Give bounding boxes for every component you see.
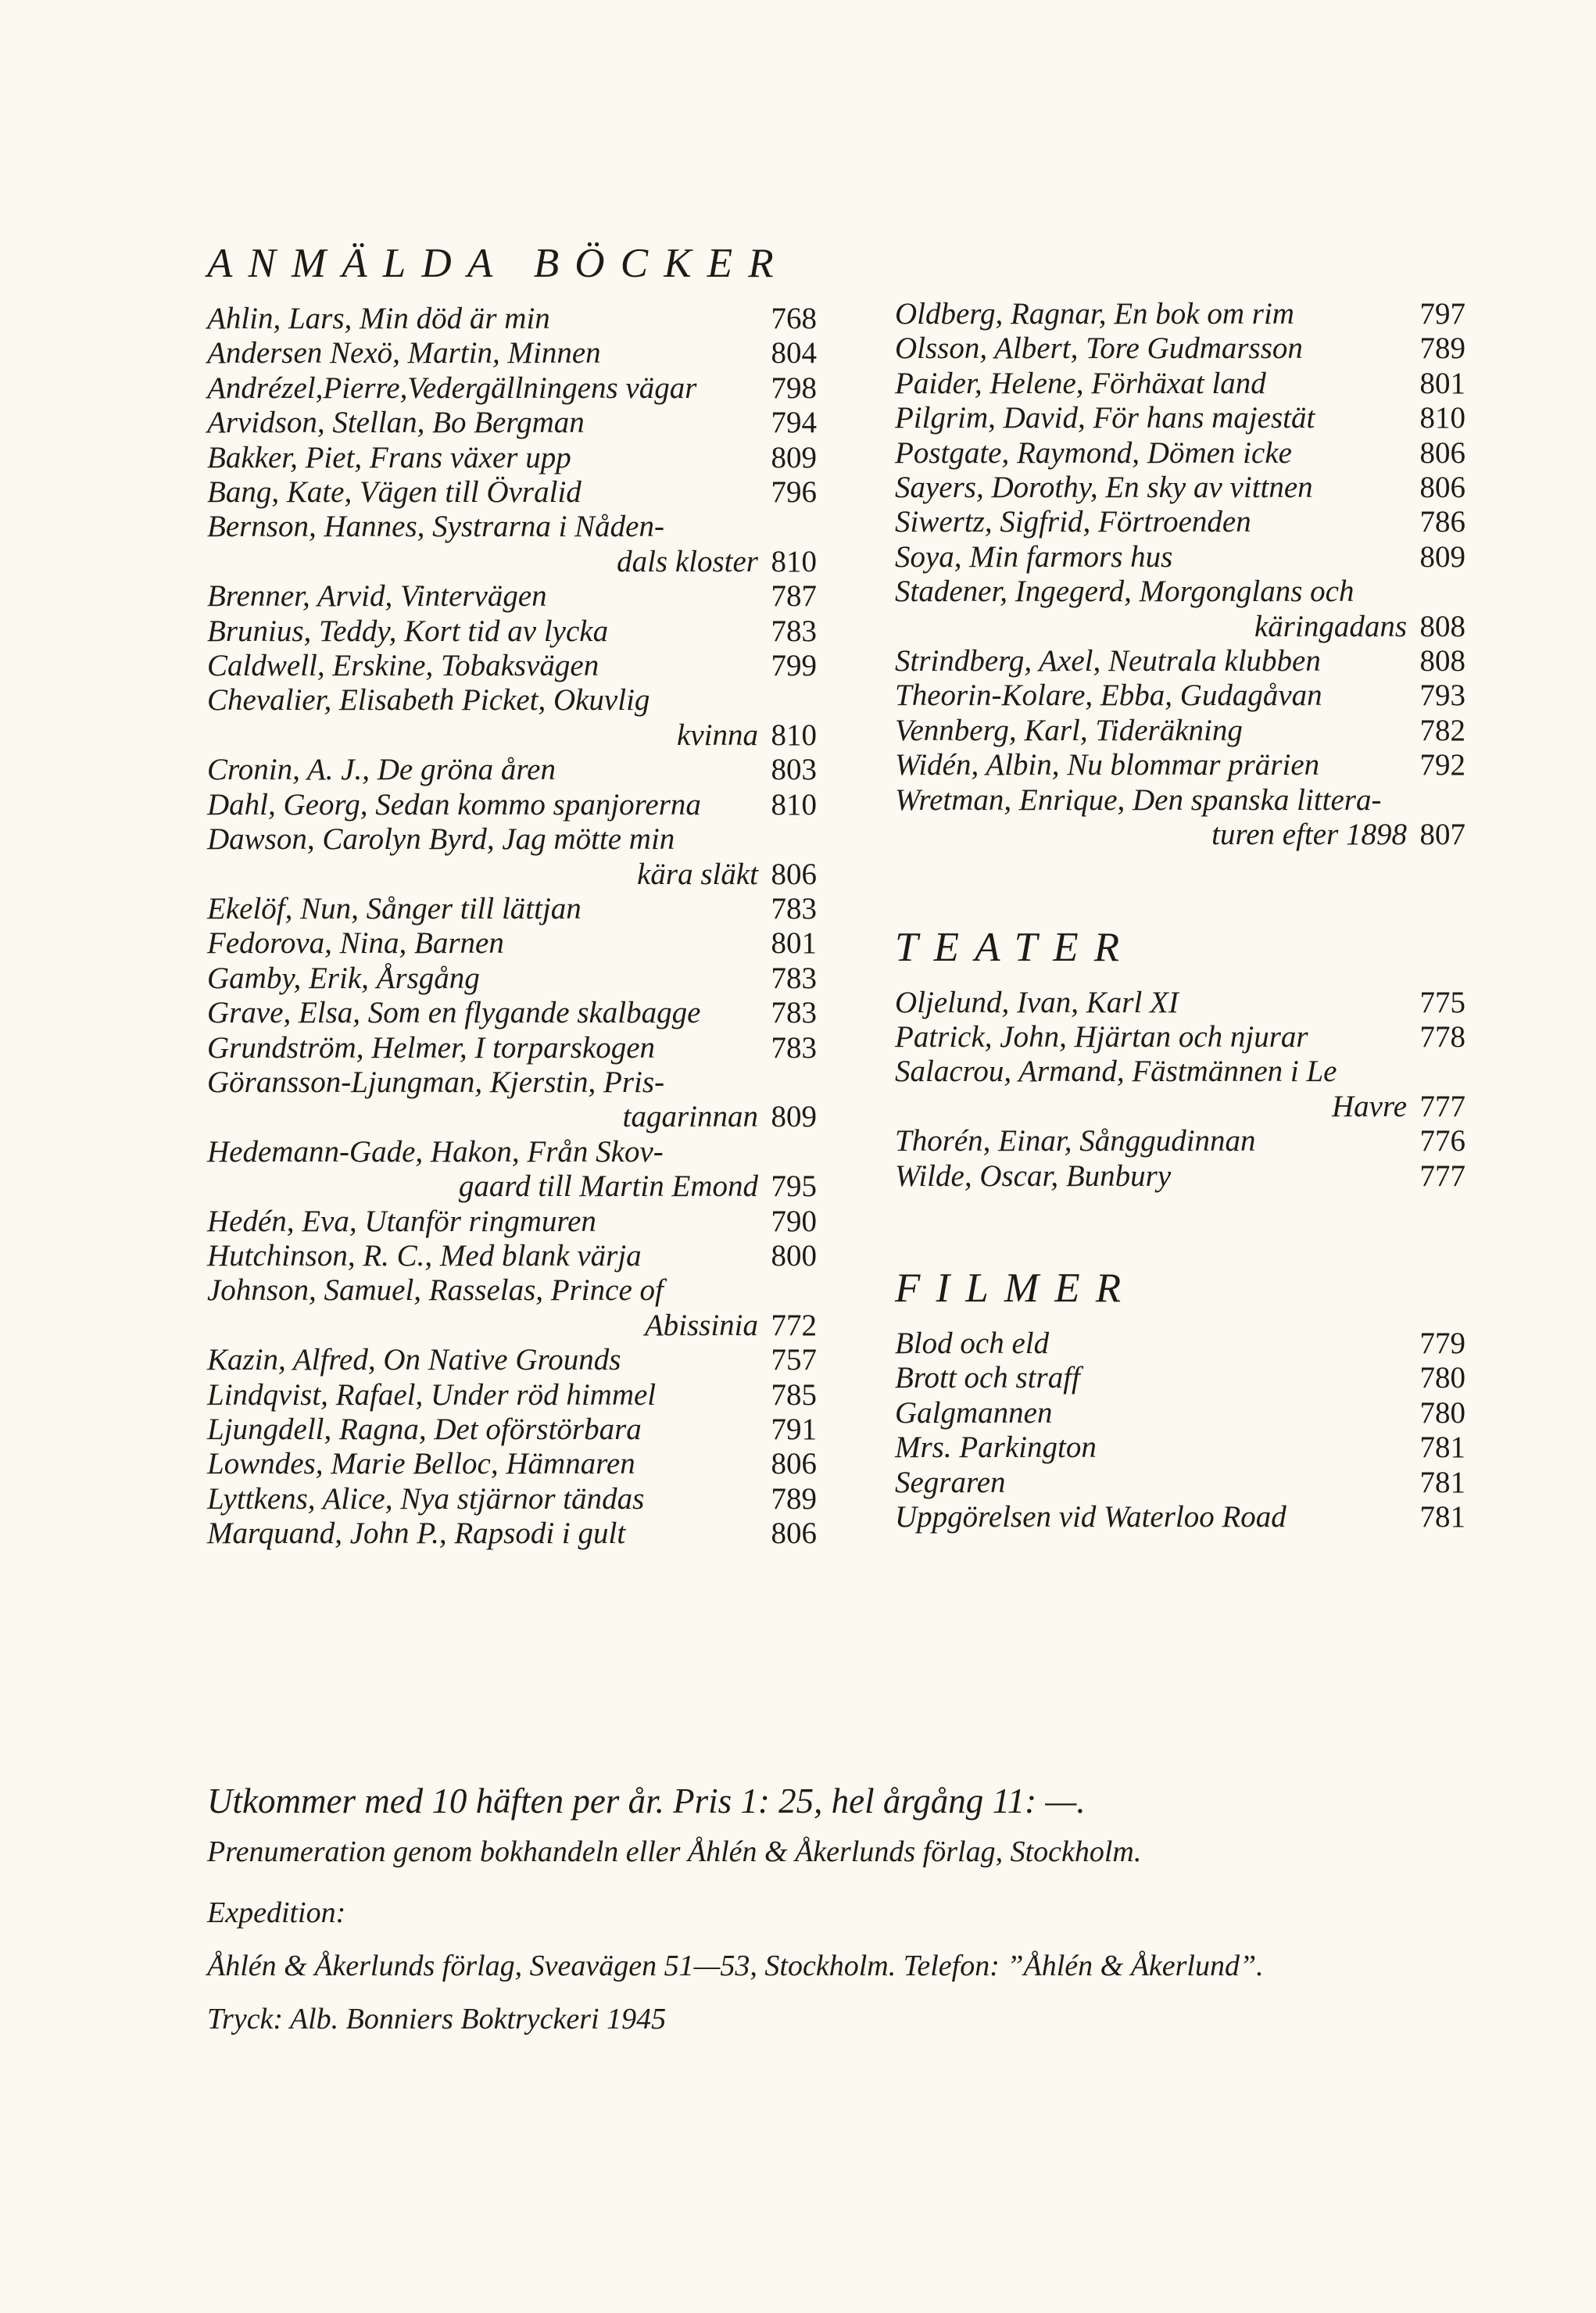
entry-title xyxy=(895,331,1407,366)
index-entry xyxy=(207,1482,817,1516)
entry-title-line: Johnson, Samuel, Rasselas, Prince of xyxy=(207,1273,664,1308)
entry-title xyxy=(207,475,758,510)
index-entry xyxy=(895,367,1465,401)
entry-title-line: Wretman, Enrique, Den spanska littera- xyxy=(895,782,1382,817)
page-number: 808 xyxy=(1419,644,1465,679)
entry-title xyxy=(895,1327,1407,1361)
entry-title-line: Postgate, Raymond, Dömen icke xyxy=(895,435,1292,470)
entry-title-line: Strindberg, Axel, Neutrala klubben xyxy=(895,644,1321,679)
entry-title-line: Soya, Min farmors hus xyxy=(895,539,1173,574)
entry-title-line: Vennberg, Karl, Tideräkning xyxy=(895,713,1243,747)
entry-title-line: Lowndes, Marie Belloc, Hämnaren xyxy=(207,1447,635,1481)
index-entry xyxy=(895,644,1465,679)
entry-title-line: Ahlin, Lars, Min död är min xyxy=(207,302,550,335)
printer-info: Tryck: Alb. Bonniers Boktryckeri 1945 xyxy=(207,2003,667,2036)
entry-title-line: Marquand, John P., Rapsodi i gult xyxy=(207,1516,626,1551)
entry-title-line: Andrézel,Pierre,Vedergällningens vägar xyxy=(207,371,697,405)
issue-info: Utkommer med 10 häften per år. Pris 1: 25, hel årgång 11: —. xyxy=(207,1781,1086,1821)
entry-title xyxy=(895,297,1407,331)
index-entry xyxy=(207,961,817,996)
entry-title-line: Grundström, Helmer, I torparskogen xyxy=(207,1030,656,1065)
entry-title-continuation: käringadans xyxy=(1254,609,1407,643)
entry-title-line: Hedén, Eva, Utanför ringmuren xyxy=(207,1204,596,1238)
page-number: 809 xyxy=(771,1100,817,1134)
entry-title xyxy=(207,753,758,787)
index-entry xyxy=(207,753,817,787)
entry-title-line: Thorén, Einar, Sånggudinnan xyxy=(895,1124,1256,1158)
expedition-label: Expedition: xyxy=(207,1896,346,1929)
entry-title xyxy=(207,1135,758,1205)
entry-title xyxy=(207,1516,758,1551)
index-entry xyxy=(895,1054,1465,1124)
entry-title xyxy=(207,302,758,336)
entry-title xyxy=(895,540,1407,575)
index-entry xyxy=(207,1205,817,1239)
entry-title-line: Kazin, Alfred, On Native Grounds xyxy=(207,1343,621,1377)
entry-title-line: Patrick, John, Hjärtan och njurar xyxy=(895,1019,1308,1054)
page-number: 772 xyxy=(771,1308,817,1342)
entry-title-line: Widén, Albin, Nu blommar prärien xyxy=(895,748,1320,782)
entry-title-line: Segraren xyxy=(895,1465,1006,1499)
entry-title-line: Hedemann-Gade, Hakon, Från Skov- xyxy=(207,1134,664,1169)
index-entry xyxy=(207,1273,817,1343)
entry-title xyxy=(895,436,1407,471)
index-entry xyxy=(895,1124,1465,1158)
entry-title xyxy=(207,892,758,926)
entry-title xyxy=(207,1065,758,1135)
entry-title-continuation: kära släkt xyxy=(637,857,758,891)
page-number: 781 xyxy=(1419,1430,1465,1465)
index-entry xyxy=(207,683,817,753)
entry-title xyxy=(895,679,1407,713)
entry-title-line: Oldberg, Ragnar, En bok om rim xyxy=(895,297,1294,331)
page-number: 782 xyxy=(1419,713,1465,747)
entry-title-line: Wilde, Oscar, Bunbury xyxy=(895,1158,1172,1193)
entry-title xyxy=(895,575,1407,644)
index-entry xyxy=(895,505,1465,539)
entry-title-continuation: Abissinia xyxy=(644,1308,758,1342)
page-number: 786 xyxy=(1419,505,1465,539)
page-number: 799 xyxy=(771,649,817,683)
page-number: 792 xyxy=(1419,748,1465,782)
colophon xyxy=(207,1776,1497,2039)
entry-title xyxy=(895,644,1407,679)
page-number: 810 xyxy=(771,544,817,578)
entry-title xyxy=(895,1500,1407,1534)
entry-title-line: Theorin-Kolare, Ebba, Gudagåvan xyxy=(895,679,1322,713)
entry-title-line: Grave, Elsa, Som en flygande skalbagge xyxy=(207,996,701,1030)
entry-title xyxy=(895,505,1407,539)
index-entry xyxy=(895,1430,1465,1465)
entry-title-line: Paider, Helene, Förhäxat land xyxy=(895,366,1266,400)
index-entry xyxy=(895,1466,1465,1500)
entry-title xyxy=(895,471,1407,505)
index-entry xyxy=(207,406,817,440)
books-list-right xyxy=(895,297,1465,853)
entry-title-line: Arvidson, Stellan, Bo Bergman xyxy=(207,406,585,440)
index-entry xyxy=(207,1343,817,1377)
entry-title xyxy=(895,1054,1407,1124)
entry-title-line: Dawson, Carolyn Byrd, Jag mötte min xyxy=(207,822,675,857)
page-number: 810 xyxy=(1419,401,1465,435)
index-entry xyxy=(207,579,817,614)
books-column-left xyxy=(207,236,817,1552)
page-number: 757 xyxy=(771,1343,817,1377)
index-entry xyxy=(207,1239,817,1273)
page-number: 793 xyxy=(1419,679,1465,713)
entry-title xyxy=(207,336,758,371)
entry-title-line: Bakker, Piet, Frans växer upp xyxy=(207,440,571,474)
index-entry xyxy=(895,297,1465,331)
page-number: 800 xyxy=(771,1238,817,1273)
index-entry xyxy=(207,1135,817,1205)
entry-title xyxy=(895,748,1407,782)
entry-title-line: Ekelöf, Nun, Sånger till lättjan xyxy=(207,891,582,926)
page-number: 776 xyxy=(1419,1124,1465,1158)
page-number: 810 xyxy=(771,787,817,822)
entry-title-line: Siwertz, Sigfrid, Förtroenden xyxy=(895,505,1251,539)
index-entry xyxy=(895,401,1465,435)
subscription-info: Prenumeration genom bokhandeln eller Åhlén & Åkerlunds förlag, Stockholm. xyxy=(207,1835,1142,1868)
page-number: 804 xyxy=(771,336,817,371)
entry-title-line: Bernson, Hannes, Systrarna i Nåden- xyxy=(207,510,664,544)
page-number: 789 xyxy=(771,1481,817,1516)
page-number: 806 xyxy=(1419,471,1465,505)
entry-title-line: Oljelund, Ivan, Karl XI xyxy=(895,985,1179,1019)
entry-title-continuation: dals kloster xyxy=(617,544,758,578)
page-number: 781 xyxy=(1419,1465,1465,1499)
theater-heading: TEATER xyxy=(895,924,1136,970)
page-number: 775 xyxy=(1419,985,1465,1019)
entry-title-line: Lyttkens, Alice, Nya stjärnor tändas xyxy=(207,1481,645,1516)
index-entry xyxy=(895,1159,1465,1194)
entry-title xyxy=(895,367,1407,401)
books-heading: ANMÄLDA BÖCKER xyxy=(207,241,789,286)
entry-title-line: Blod och eld xyxy=(895,1326,1050,1360)
page-number: 783 xyxy=(771,1030,817,1065)
entry-title-line: Brott och straff xyxy=(895,1361,1080,1395)
entry-title-line: Salacrou, Armand, Fästmännen i Le xyxy=(895,1054,1337,1089)
index-entry xyxy=(895,1361,1465,1395)
entry-title-line: Brenner, Arvid, Vintervägen xyxy=(207,579,547,614)
entry-title xyxy=(207,510,758,579)
index-entry xyxy=(207,371,817,406)
entry-title-line: Pilgrim, David, För hans majestät xyxy=(895,401,1315,435)
index-entry xyxy=(207,1413,817,1447)
index-entry xyxy=(895,783,1465,853)
entry-title xyxy=(207,1239,758,1273)
page-number: 778 xyxy=(1419,1019,1465,1054)
page-number: 783 xyxy=(771,891,817,926)
index-entry xyxy=(895,1327,1465,1361)
page-number: 789 xyxy=(1419,331,1465,366)
entry-title xyxy=(207,1413,758,1447)
page-number: 806 xyxy=(771,1516,817,1551)
entry-title xyxy=(207,649,758,683)
index-entry xyxy=(895,331,1465,366)
index-entry xyxy=(895,679,1465,713)
index-entry xyxy=(207,475,817,510)
index-entry xyxy=(207,510,817,579)
page-number: 809 xyxy=(1419,539,1465,574)
index-entry xyxy=(895,540,1465,575)
entry-title xyxy=(207,406,758,440)
entry-title-line: Cronin, A. J., De gröna åren xyxy=(207,753,556,787)
index-entry xyxy=(895,471,1465,505)
index-entry xyxy=(207,996,817,1030)
entry-title xyxy=(207,1343,758,1377)
index-entry xyxy=(207,1065,817,1135)
index-entry xyxy=(895,748,1465,782)
index-entry xyxy=(207,1516,817,1551)
index-entry xyxy=(895,1396,1465,1430)
page-number: 780 xyxy=(1419,1361,1465,1395)
entry-title-line: Stadener, Ingegerd, Morgonglans och xyxy=(895,575,1354,609)
page-number: 768 xyxy=(771,302,817,335)
page-number: 785 xyxy=(771,1377,817,1412)
entry-title-continuation: kvinna xyxy=(677,718,758,752)
entry-title xyxy=(207,1031,758,1065)
index-entry xyxy=(895,986,1465,1020)
entry-title xyxy=(895,1396,1407,1430)
page-number: 787 xyxy=(771,579,817,614)
entry-title xyxy=(895,1361,1407,1395)
index-entry xyxy=(207,614,817,649)
index-entry xyxy=(207,788,817,822)
entry-title-line: Chevalier, Elisabeth Picket, Okuvlig xyxy=(207,683,650,718)
entry-title-continuation: tagarinnan xyxy=(622,1100,758,1134)
entry-title xyxy=(207,996,758,1030)
index-entry xyxy=(207,1378,817,1413)
index-entry xyxy=(895,575,1465,644)
index-entry xyxy=(207,1031,817,1065)
page-number: 777 xyxy=(1419,1158,1465,1193)
entry-title xyxy=(207,1273,758,1343)
entry-title xyxy=(207,441,758,475)
entry-title-line: Sayers, Dorothy, En sky av vittnen xyxy=(895,471,1313,505)
entry-title-line: Andersen Nexö, Martin, Minnen xyxy=(207,336,601,371)
entry-title-line: Bang, Kate, Vägen till Övralid xyxy=(207,475,582,510)
entry-title xyxy=(895,401,1407,435)
page-number: 803 xyxy=(771,753,817,787)
entry-title xyxy=(207,1447,758,1481)
index-entry xyxy=(895,1500,1465,1534)
index-entry xyxy=(207,1447,817,1481)
entry-title-line: Gamby, Erik, Årsgång xyxy=(207,961,480,995)
entry-title xyxy=(207,788,758,822)
entry-title-continuation: turen efter 1898 xyxy=(1211,818,1407,852)
entry-title-line: Ljungdell, Ragna, Det oförstörbara xyxy=(207,1413,642,1446)
entry-title-line: Mrs. Parkington xyxy=(895,1430,1097,1465)
page-number: 791 xyxy=(771,1413,817,1446)
entry-title-continuation: gaard till Martin Emond xyxy=(458,1169,758,1204)
page-number: 801 xyxy=(1419,366,1465,400)
expedition-address: Åhlén & Åkerlunds förlag, Sveavägen 51—53, Stockholm. Telefon: ”Åhlén & Åkerlund”. xyxy=(207,1950,1264,1982)
entry-title-line: Dahl, Georg, Sedan kommo spanjorerna xyxy=(207,787,701,822)
entry-title xyxy=(207,926,758,961)
films-heading: FILMER xyxy=(895,1265,1137,1311)
entry-title-continuation: Havre xyxy=(1331,1089,1407,1123)
entry-title xyxy=(207,579,758,614)
index-entry xyxy=(207,892,817,926)
entry-title-line: Brunius, Teddy, Kort tid av lycka xyxy=(207,614,609,648)
entry-title xyxy=(895,1466,1407,1500)
entry-title-line: Galgmannen xyxy=(895,1395,1053,1430)
entry-title xyxy=(207,614,758,649)
books-list-left xyxy=(207,302,817,1552)
entry-title xyxy=(207,371,758,406)
page-number: 808 xyxy=(1419,609,1465,643)
page-number: 797 xyxy=(1419,297,1465,331)
entry-title xyxy=(207,683,758,753)
entry-title xyxy=(895,714,1407,748)
index-entry xyxy=(207,336,817,371)
entry-title-line: Olsson, Albert, Tore Gudmarsson xyxy=(895,331,1303,366)
page-number: 798 xyxy=(771,371,817,405)
entry-title xyxy=(895,1159,1407,1194)
page-number: 794 xyxy=(771,406,817,440)
entry-title xyxy=(207,961,758,996)
index-entry xyxy=(207,822,817,892)
index-entry xyxy=(207,649,817,683)
entry-title xyxy=(207,1482,758,1516)
page-number: 806 xyxy=(771,857,817,891)
page-number: 783 xyxy=(771,614,817,648)
entry-title-line: Uppgörelsen vid Waterloo Road xyxy=(895,1499,1286,1534)
entry-title xyxy=(895,986,1407,1020)
entry-title xyxy=(895,783,1407,853)
entry-title-line: Lindqvist, Rafael, Under röd himmel xyxy=(207,1377,657,1412)
entry-title xyxy=(207,1378,758,1413)
films-list xyxy=(895,1327,1465,1534)
index-entry xyxy=(895,714,1465,748)
entry-title-line: Göransson-Ljungman, Kjerstin, Pris- xyxy=(207,1065,665,1099)
entry-title-line: Caldwell, Erskine, Tobaksvägen xyxy=(207,649,599,683)
page-number: 795 xyxy=(771,1169,817,1204)
entry-title xyxy=(895,1020,1407,1054)
page-number: 801 xyxy=(771,926,817,961)
page-number: 783 xyxy=(771,961,817,995)
index-entry xyxy=(895,1020,1465,1054)
entry-title xyxy=(895,1430,1407,1465)
page-number: 807 xyxy=(1419,818,1465,852)
entry-title-line: Fedorova, Nina, Barnen xyxy=(207,926,504,961)
page-number: 806 xyxy=(1419,435,1465,470)
index-entry xyxy=(207,441,817,475)
page-number: 783 xyxy=(771,996,817,1030)
page-number: 779 xyxy=(1419,1326,1465,1360)
page-number: 806 xyxy=(771,1447,817,1481)
index-entry xyxy=(207,302,817,336)
index-entry xyxy=(207,926,817,961)
entry-title xyxy=(207,822,758,892)
page-number: 809 xyxy=(771,440,817,474)
entry-title-line: Hutchinson, R. C., Med blank värja xyxy=(207,1238,642,1273)
books-column-right xyxy=(895,297,1465,1534)
page-number: 780 xyxy=(1419,1395,1465,1430)
entry-title xyxy=(207,1205,758,1239)
index-entry xyxy=(895,436,1465,471)
page-number: 810 xyxy=(771,718,817,752)
page-number: 781 xyxy=(1419,1499,1465,1534)
page-number: 790 xyxy=(771,1204,817,1238)
page-number: 796 xyxy=(771,475,817,510)
entry-title xyxy=(895,1124,1407,1158)
theater-list xyxy=(895,986,1465,1194)
page-number: 777 xyxy=(1419,1089,1465,1123)
